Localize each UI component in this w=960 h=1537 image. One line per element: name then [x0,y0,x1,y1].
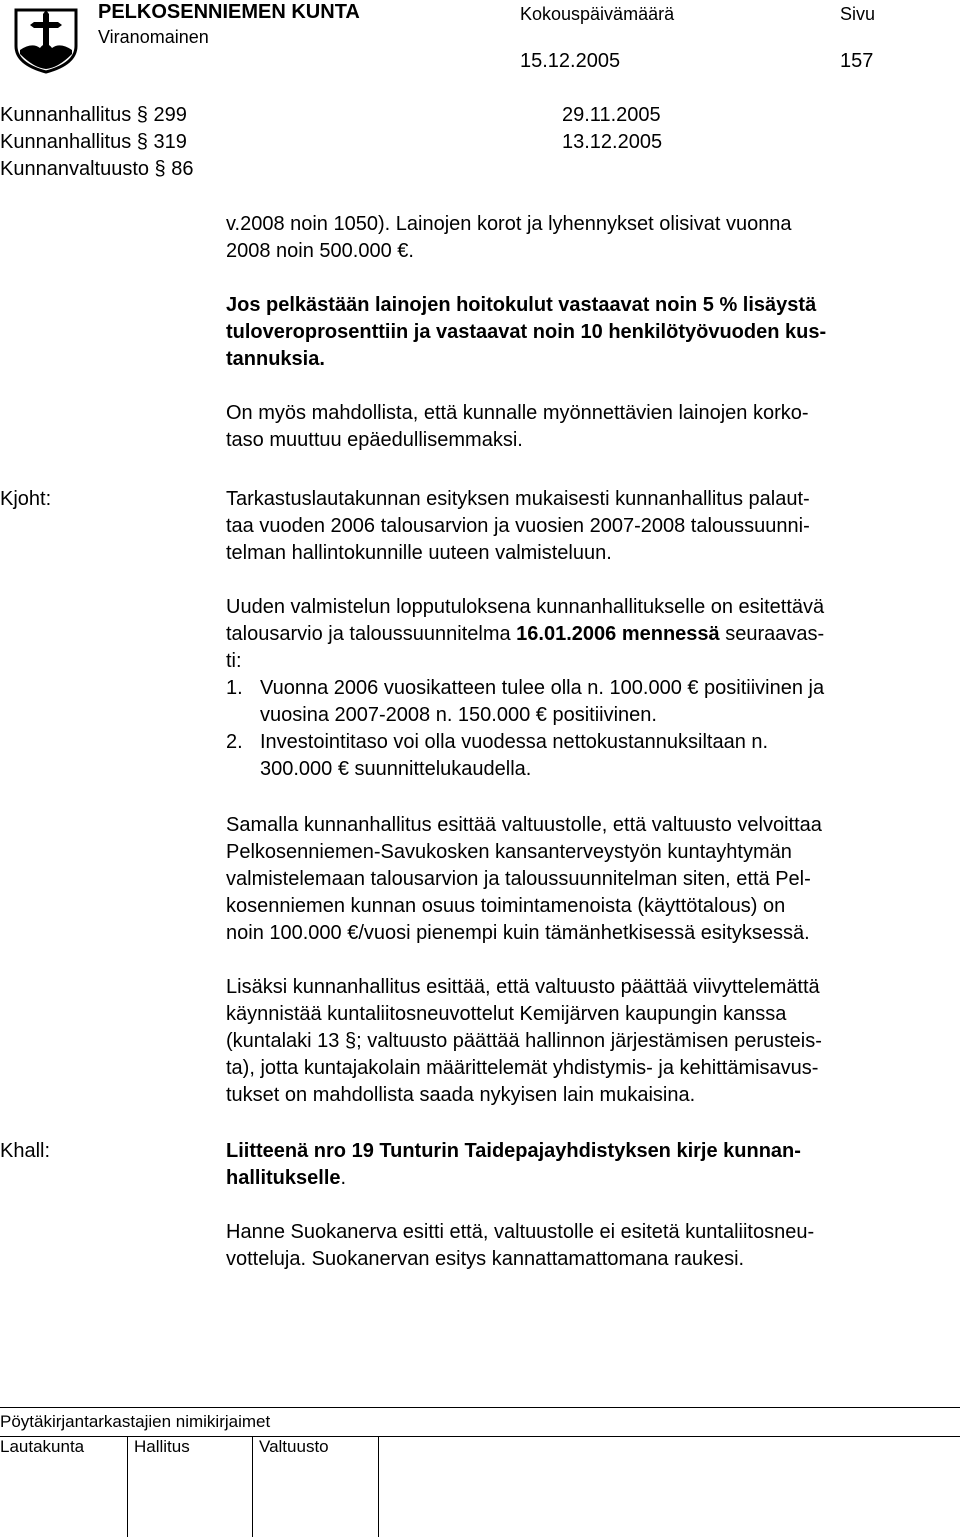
text-segment: seuraavas- [719,623,825,645]
text-line: 2008 noin 500.000 €. [226,240,414,262]
khall-label: Khall: [0,1140,51,1162]
footer-column-lautakunta: Lautakunta [0,1437,85,1456]
attachment-line: Liitteenä nro 19 Tunturin Taidepajayhdistyksen kirje kunnan- [226,1140,801,1162]
text-segment: talousarvio ja taloussuunnitelma [226,623,517,645]
kjoht-paragraph-1 [226,486,940,567]
text-line: votteluja. Suokanervan esitys kannattamattomana raukesi. [226,1248,745,1270]
footer-top-rule [0,1407,960,1408]
page-label: Sivu [840,4,876,24]
list-item [226,729,940,756]
kjoht-label: Kjoht: [0,488,52,510]
text-line: taa vuoden 2006 talousarvion ja vuosien 2007-2008 taloussuunni- [226,515,810,537]
intro-paragraph-3 [226,400,940,454]
text-line: Tarkastuslautakunnan esityksen mukaisesti kunnanhallitus palaut- [226,488,810,510]
text-line: ta), jotta kuntajakolain määrittelemät yhdistymis- ja kehittämisavus- [226,1057,819,1079]
text-line: (kuntalaki 13 §; valtuusto päättää hallinnon järjestämisen perusteis- [226,1030,822,1052]
text-line: tannuksia. [226,348,325,370]
list-text: Vuonna 2006 vuosikatteen tulee olla n. 100.000 € positiivinen ja [260,677,825,699]
municipal-crest-icon [12,6,80,74]
text-line: Samalla kunnanhallitus esittää valtuustolle, että valtuusto velvoittaa [226,814,822,836]
text-line: tuloveroprosenttiin ja vastaavat noin 10 henkilötyövuoden kus- [226,321,827,343]
list-number: 1. [226,677,243,699]
text-line: tukset on mahdollista saada nykyisen lain mukaisina. [226,1084,696,1106]
text-line: v.2008 noin 1050). Lainojen korot ja lyhennykset olisivat vuonna [226,213,792,235]
text-line: On myös mahdollista, että kunnalle myönnettävien lainojen korko- [226,402,809,424]
deadline-date: 16.01.2006 mennessä [516,623,720,645]
text-line: taso muuttuu epäedullisemmaksi. [226,429,523,451]
text-line: käynnistää kuntaliitosneuvottelut Kemijärven kaupungin kanssa [226,1003,787,1025]
intro-paragraph-1 [226,211,940,265]
text-segment: . [340,1167,347,1189]
kjoht-paragraph-3 [226,812,940,947]
intro-paragraph-2-bold [226,292,940,373]
list-text: Investointitaso voi olla vuodessa nettokustannuksiltaan n. [260,731,769,753]
organization-name: PELKOSENNIEMEN KUNTA [98,1,360,23]
footer-divider [252,1436,253,1537]
text-line [226,621,940,648]
list-item-continuation: vuosina 2007-2008 n. 150.000 € positiivinen. [260,704,657,726]
text-line: valmistelemaan talousarvion ja taloussuunnitelman siten, että Pel- [226,868,811,890]
text-line: kosenniemen kunnan osuus toimintamenoista (käyttötalous) on [226,895,786,917]
text-line [226,1165,940,1192]
khall-paragraph-2 [226,1219,940,1273]
reference-date: 13.12.2005 [562,131,663,153]
list-item-continuation: 300.000 € suunnittelukaudella. [260,758,532,780]
signature-table [0,1407,960,1537]
text-line: Pelkosenniemen-Savukosken kansanterveystyön kuntayhtymän [226,841,792,863]
attachment-line-end: hallitukselle [226,1167,341,1189]
page-number: 157 [840,50,874,72]
text-line: Uuden valmistelun lopputuloksena kunnanhallitukselle on esitettävä [226,596,825,618]
text-line: Lisäksi kunnanhallitus esittää, että valtuusto päättää viivyttelemättä [226,976,820,998]
text-line: Jos pelkästään lainojen hoitokulut vastaavat noin 5 % lisäystä [226,294,817,316]
list-item [226,675,940,702]
khall-paragraph-1 [226,1138,940,1192]
text-line: noin 100.000 €/vuosi pienempi kuin tämänhetkisessä esityksessä. [226,922,810,944]
footer-column-hallitus: Hallitus [134,1437,190,1456]
reference-date: 29.11.2005 [562,104,661,126]
kjoht-paragraph-4 [226,974,940,1109]
reference-body: Kunnanhallitus § 319 [0,131,187,153]
list-number: 2. [226,731,243,753]
reference-body: Kunnanhallitus § 299 [0,104,187,126]
text-line: telman hallintokunnille uuteen valmisteluun. [226,542,612,564]
kjoht-paragraph-2 [226,594,940,783]
footer-column-valtuusto: Valtuusto [259,1437,329,1456]
text-line: ti: [226,650,242,672]
meeting-date: 15.12.2005 [520,50,621,72]
text-line: Hanne Suokanerva esitti että, valtuustolle ei esitetä kuntaliitosneu- [226,1221,815,1243]
footer-divider [127,1436,128,1537]
reference-body: Kunnanvaltuusto § 86 [0,158,194,180]
footer-divider [378,1436,379,1537]
meeting-date-label: Kokouspäivämäärä [520,4,675,24]
authority-label: Viranomainen [98,27,209,47]
footer-title: Pöytäkirjantarkastajien nimikirjaimet [0,1412,271,1431]
